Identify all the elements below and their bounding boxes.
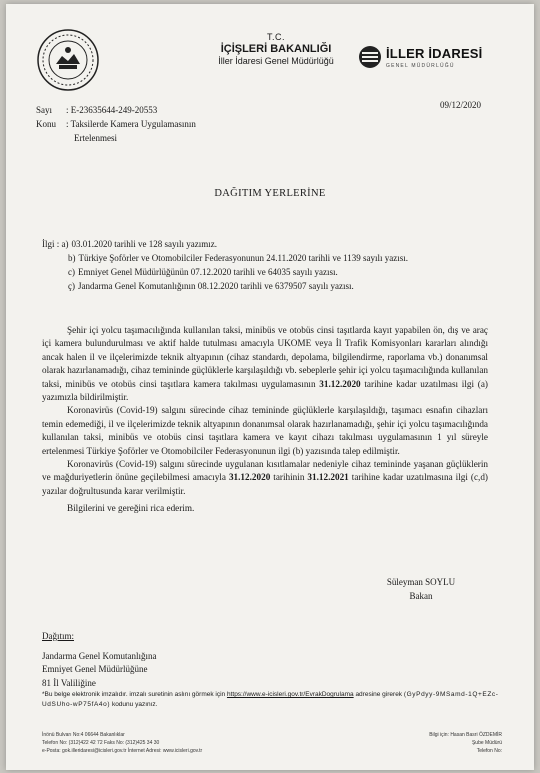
body-date-bold: 31.12.2021	[307, 472, 349, 483]
body-date-bold: 31.12.2020	[319, 378, 361, 389]
body-paragraph: Koronavirüs (Covid-19) salgını sürecinde cihaz temininde güçlüklerle karşılaşıldığı, taşımacı esnafın cihazları temin edemediği, il ve ilçelerimizde teknik altyapının donanımsal olarak hazırlanamadığı, şehir içi yolcu taşımacılığında kullanılan taksi, minibüs ve otobüs cinsi taşıtlara kamera ve kayıt cihazı takılması uygulamasının 1 yıl süreyle ertelenmesi Türkiye Şoförler ve Otomobilciler Federasyonunun ilgi (b) yazısında talep edilmiştir.	[42, 405, 488, 456]
document-date: 09/12/2020	[440, 100, 482, 110]
brand-mark-icon	[358, 45, 382, 69]
distribution-heading: Dağıtım:	[42, 631, 74, 641]
letter-body	[42, 324, 488, 516]
ministry-name: İÇİŞLERİ BAKANLIĞI	[220, 43, 332, 55]
iller-idaresi-logo	[358, 44, 508, 74]
document-page	[6, 4, 534, 770]
verification-link[interactable]: https://www.e-icisleri.gov.tr/EvrakDogrulama	[226, 691, 354, 698]
footer-role-line: Şube Müdürü	[471, 740, 502, 746]
body-date-bold: 31.12.2020	[228, 472, 271, 483]
reference-key: İlgi : a)	[42, 239, 69, 249]
directorate-name: İller İdaresi Genel Müdürlüğü	[218, 56, 334, 66]
ministry-seal-logo	[36, 28, 100, 92]
konu-row	[36, 119, 196, 129]
footer-phone-line: Telefon No: (312)422 42 72 Faks No: (312)425 34 30	[42, 740, 160, 746]
note-text: *Bu belge elektronik imzalıdır. imzalı suretinin aslını görmek için	[42, 691, 227, 698]
footer-phone-label: Telefon No:	[476, 748, 502, 754]
konu-label: Konu	[36, 119, 56, 129]
brand-subtitle: GENEL MÜDÜRLÜĞÜ	[386, 63, 455, 69]
reference-key: b)	[68, 253, 76, 263]
signatory-name: Süleyman SOYLU	[386, 577, 456, 587]
distribution-list	[42, 630, 156, 690]
note-text: kodunu yazınız.	[110, 701, 158, 708]
sayi-label: Sayı	[36, 105, 53, 115]
body-paragraph	[42, 458, 488, 498]
konu-value-continued: Ertelenmesi	[74, 133, 117, 143]
reference-list	[42, 237, 408, 293]
reference-text: 03.01.2020 tarihli ve 128 sayılı yazımız.	[71, 239, 217, 249]
footer-address	[42, 731, 202, 755]
sayi-row	[36, 105, 157, 115]
distribution-item: Jandarma Genel Komutanlığına	[42, 650, 157, 661]
body-text: Koronavirüs (Covid-19) salgını sürecinde uygulanan kısıtlamalar nedeniyle cihaz temininde yaşanan güçlüklerin ve mağduriyetlerin önüne geçilebilmesi amacıyla	[42, 459, 488, 483]
brand-wordmark: İLLER İDARESİ	[386, 46, 483, 61]
footer-contact-person	[398, 731, 502, 755]
body-paragraph	[42, 324, 488, 404]
reference-text: Emniyet Genel Müdürlüğünün 07.12.2020 tarihli ve 64035 sayılı yazısı.	[78, 267, 338, 277]
reference-item	[42, 237, 408, 251]
distribution-item: 81 İl Valiliğine	[42, 677, 96, 688]
note-text: adresine girerek	[353, 691, 404, 698]
state-label: T.C.	[266, 32, 285, 42]
footer-contact-line: e-Posta: gok.illeridaresi@icisleri.gov.tr İnternet Adresi: www.icisleri.gov.tr	[42, 748, 203, 754]
reference-text: Türkiye Şoförler ve Otomobilciler Federasyonunun 24.11.2020 tarihli ve 1139 sayılı yazısı.	[78, 253, 409, 263]
body-text: tarihinin	[270, 472, 308, 483]
e-signature-note	[42, 690, 502, 710]
body-text: Şehir içi yolcu taşımacılığında kullanılan taksi, minibüs ve otobüs cinsi taşıtlarda kayıt yapabilen ön, dış ve araç içi kamera bulundurulması ve aktif halde tutulması amacıyla UKOME veya İl Trafik Komisyonları kararları alındığı ancak halen il ve ilçelerimizde teknik altyapının (cihaz standardı, depolama, bilgilendirme, raporlama vb.) donanımsal olarak hazırlanamadığı, cihaz temininde güçlüklerle karşılaşıldığı vb. sebeplerle şehir içi yolcu taşımacılığında kullanılan taksi, minibüs ve otobüs cinsi taşıtlara kamera takılması uygulamasının	[42, 325, 488, 389]
reference-item	[42, 279, 408, 293]
verification-code: (GyPdyy-9MSamd-1Q+EZc-UdSUho-wP75fA4o)	[42, 691, 499, 708]
reference-text: Jandarma Genel Komutanlığının 08.12.2020 tarihli ve 6379507 sayılı yazısı.	[78, 281, 354, 291]
body-text: tarihine kadar uzatılması ilgi (a) yazımızla bildirilmiştir.	[42, 378, 488, 403]
distribution-item: Emniyet Genel Müdürlüğüne	[42, 664, 148, 675]
signature-block	[381, 575, 461, 603]
konu-value: : Taksilerde Kamera Uygulamasının	[66, 119, 196, 129]
reference-key: c)	[68, 267, 75, 277]
footer-address-line: İnönü Bulvarı No:4 06644 Bakanlıklar	[42, 732, 125, 738]
document-title: DAĞITIM YERLERİNE	[214, 188, 326, 199]
reference-item	[42, 265, 408, 279]
reference-item	[42, 251, 408, 265]
signatory-title: Bakan	[409, 591, 433, 601]
body-paragraph: Bilgilerini ve gereğini rica ederim.	[67, 503, 195, 514]
footer-info-line: Bilgi için: Hasan Basri ÖZDEMİR	[429, 732, 502, 738]
sayi-value: : E-23635644-249-20553	[66, 105, 158, 115]
reference-key: ç)	[68, 281, 75, 291]
body-text: tarihine kadar uzatılmasına ilgi (c,d) yazılar doğrultusunda karar verilmiştir.	[42, 472, 488, 496]
